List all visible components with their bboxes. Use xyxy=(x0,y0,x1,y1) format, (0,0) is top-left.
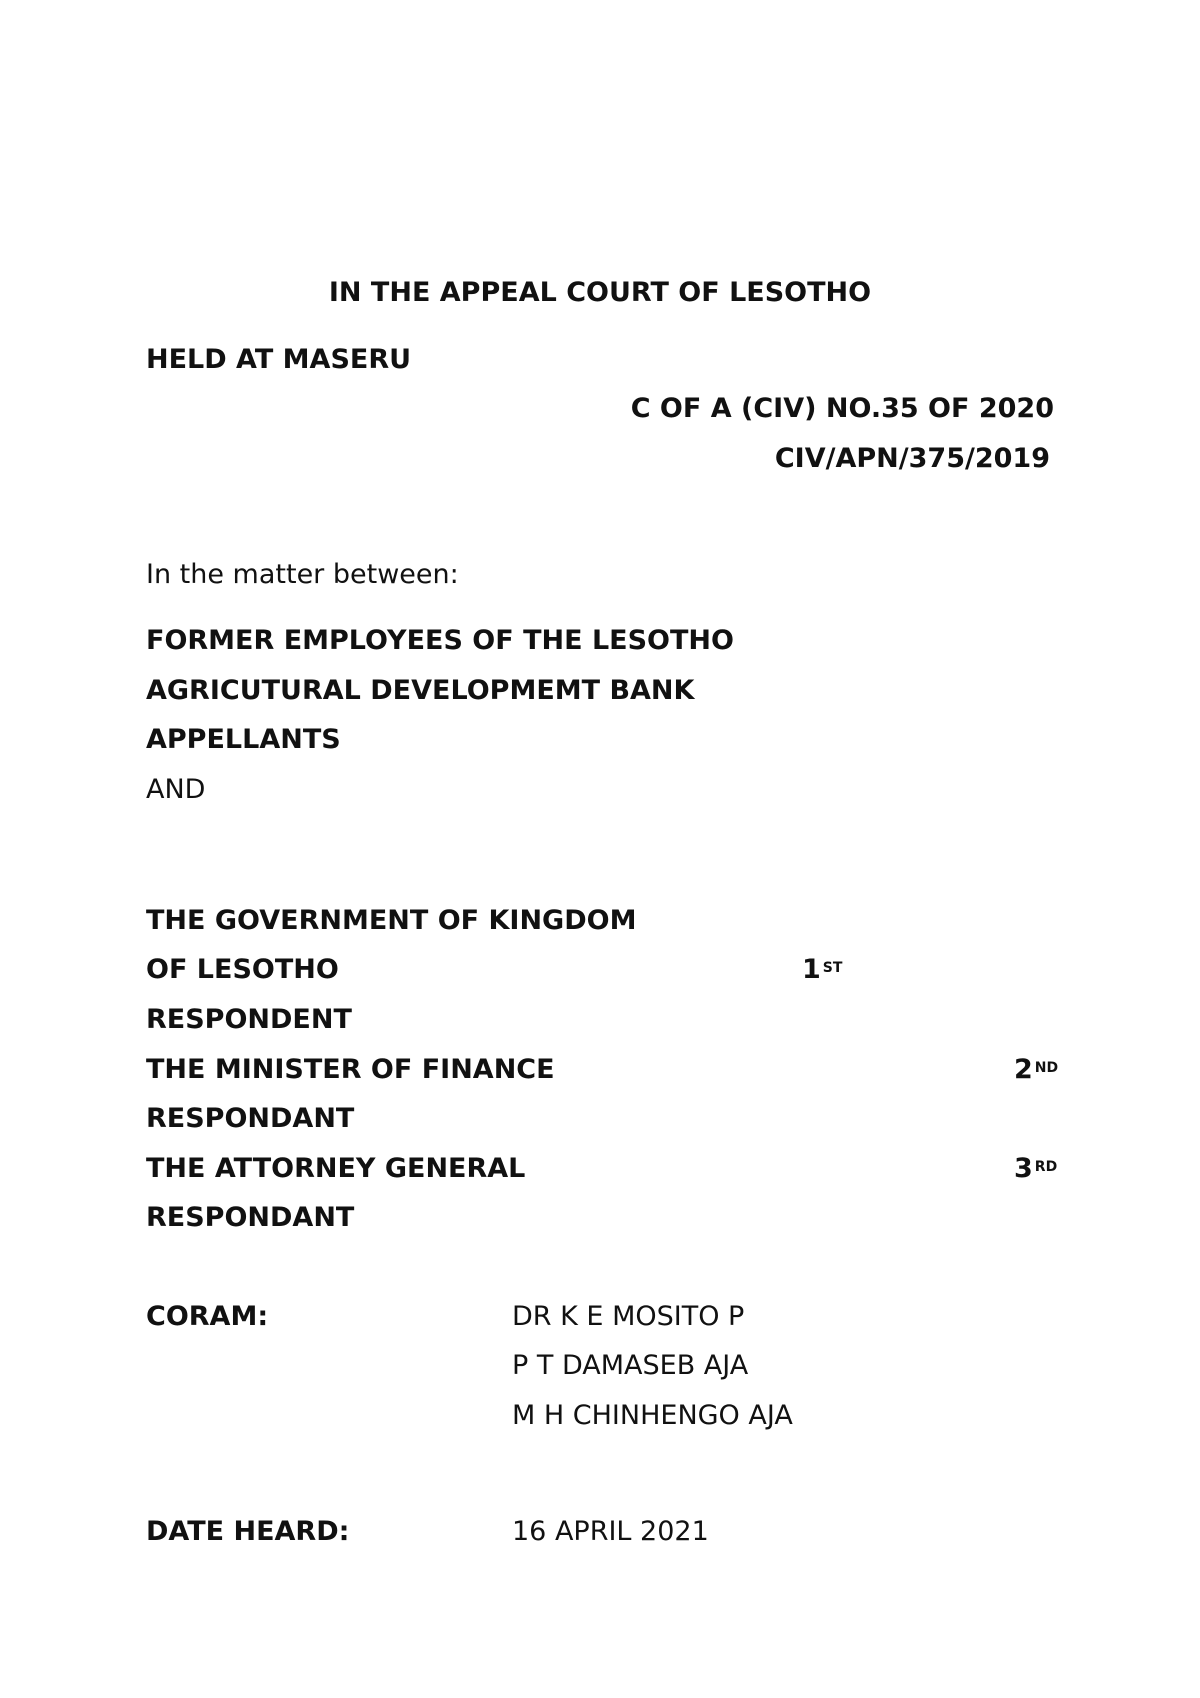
third-respondent-name: THE ATTORNEY GENERAL xyxy=(146,1153,526,1184)
date-heard-value: 16 APRIL 2021 xyxy=(512,1516,709,1547)
date-heard-label: DATE HEARD: xyxy=(146,1516,350,1547)
second-respondent-role: RESPONDANT xyxy=(146,1103,355,1134)
case-number-application: CIV/APN/375/2019 xyxy=(774,443,1050,474)
matter-intro: In the matter between: xyxy=(146,559,459,590)
third-respondent-ordinal: 3 $^{RD}$ xyxy=(1014,1153,1058,1184)
conjunction-and: AND xyxy=(146,774,206,805)
appellant-role: APPELLANTS xyxy=(146,724,341,755)
coram-judge-1: DR K E MOSITO P xyxy=(512,1301,745,1332)
second-respondent-ordinal: 2 $^{ND}$ xyxy=(1014,1054,1059,1085)
held-at: HELD AT MASERU xyxy=(146,344,412,375)
second-respondent-name: THE MINISTER OF FINANCE xyxy=(146,1054,555,1085)
first-respondent-ordinal: 1 $^{ST}$ xyxy=(802,954,843,985)
first-respondent-role: RESPONDENT xyxy=(146,1004,352,1035)
coram-label: CORAM: xyxy=(146,1301,269,1332)
appellant-line-2: AGRICUTURAL DEVELOPMEMT BANK xyxy=(146,675,695,706)
appellant-line-1: FORMER EMPLOYEES OF THE LESOTHO xyxy=(146,625,734,656)
first-respondent-name-1: THE GOVERNMENT OF KINGDOM xyxy=(146,905,637,936)
coram-judge-3: M H CHINHENGO AJA xyxy=(512,1400,793,1431)
first-respondent-name-2: OF LESOTHO xyxy=(146,954,339,985)
third-respondent-role: RESPONDANT xyxy=(146,1202,355,1233)
coram-judge-2: P T DAMASEB AJA xyxy=(512,1350,749,1381)
case-number-appeal: C OF A (CIV) NO.35 OF 2020 xyxy=(630,393,1054,424)
court-title: IN THE APPEAL COURT OF LESOTHO xyxy=(328,277,872,308)
